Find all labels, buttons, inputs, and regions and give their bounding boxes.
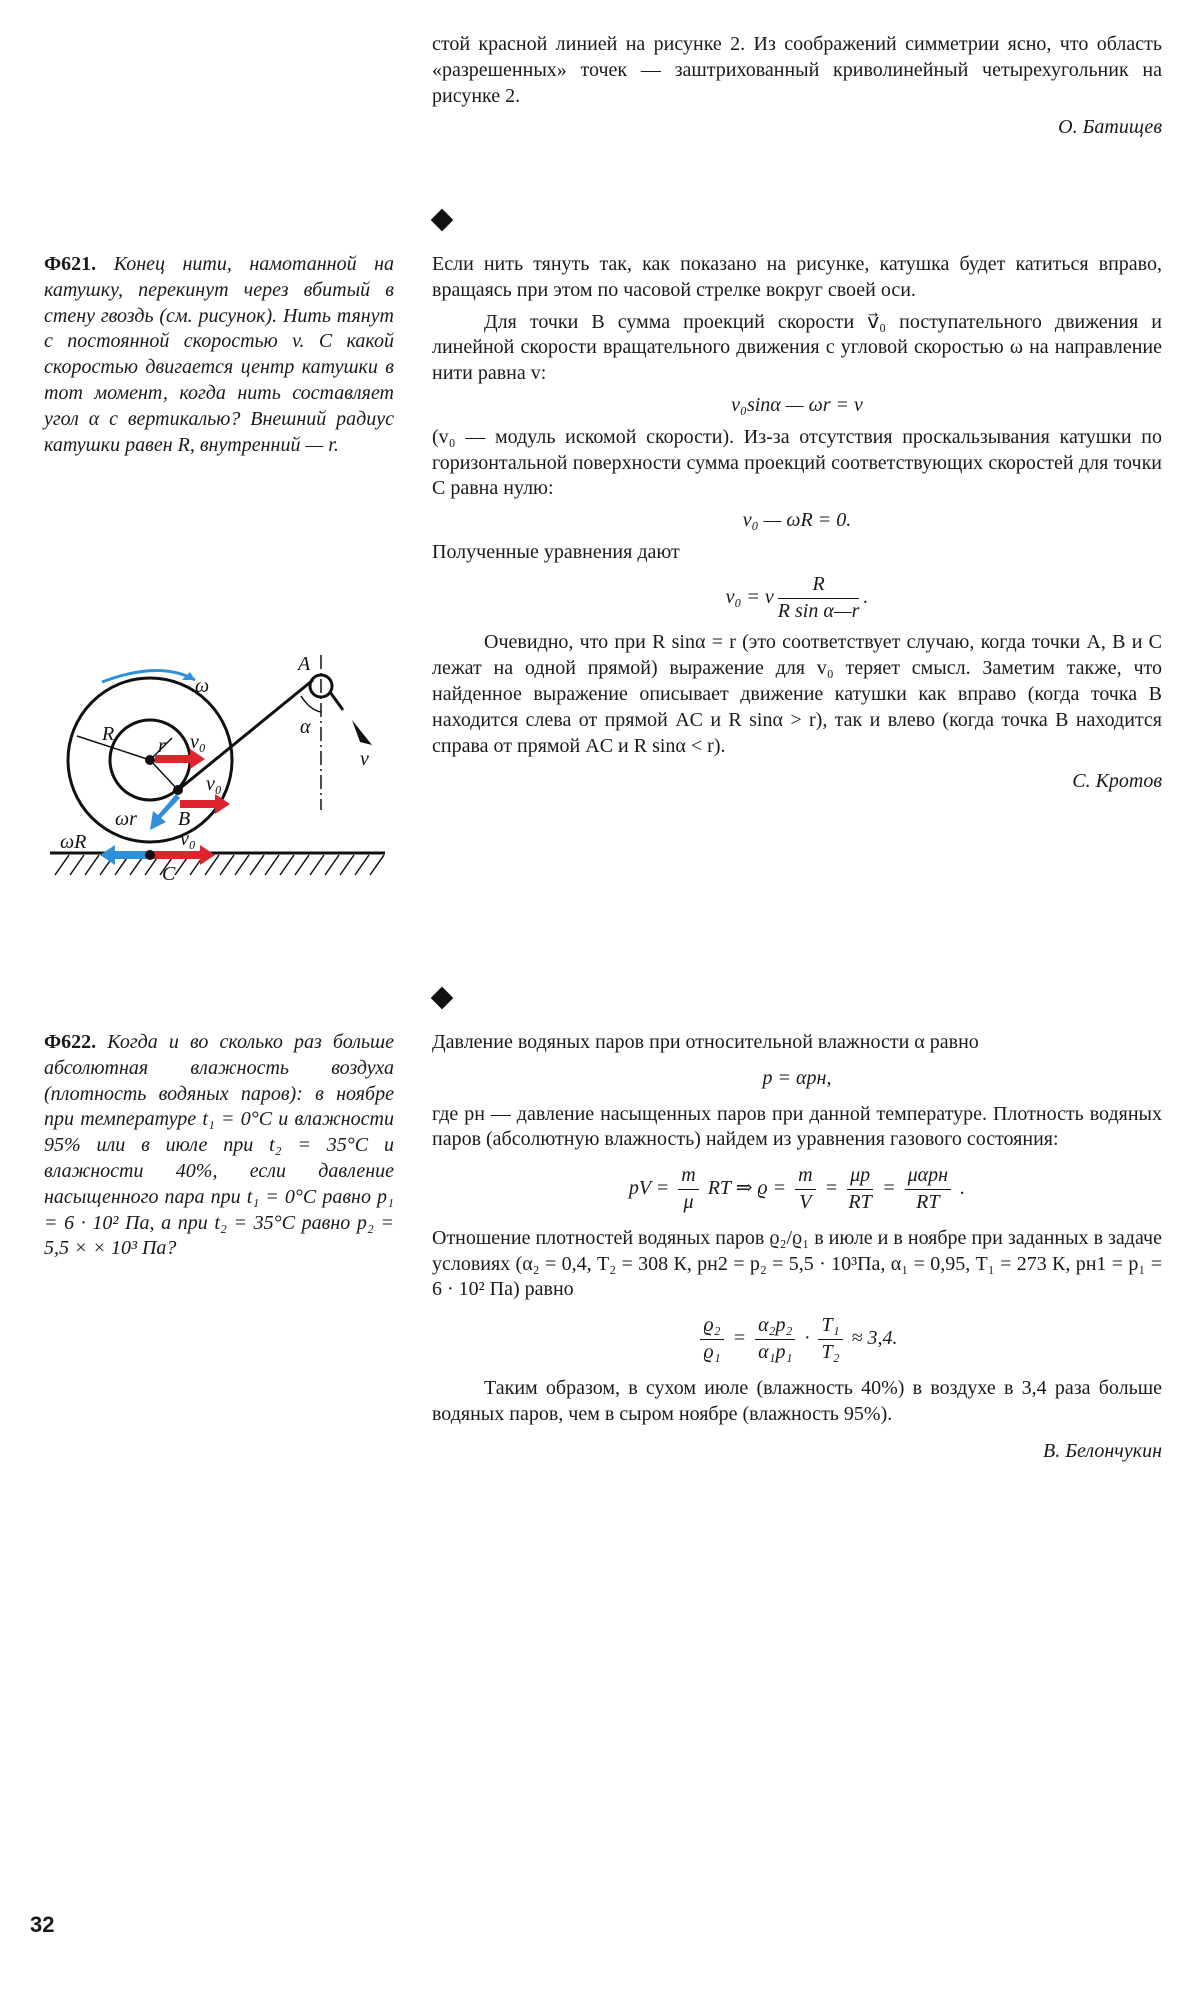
eq-part: =: [882, 1177, 896, 1200]
label-alpha: α: [300, 716, 311, 738]
label-omega-r: ωr: [115, 808, 137, 830]
paragraph: Отношение плотностей водяных паров ϱ₂/ϱ₁ в июле и в ноябре при заданных в задаче условиях (α₂ = 0,4, T₂ = 308 К, pн2 = p₂ = 5,5 · 10³Па, α₁ = 0,95, T₁ = 273 К, pн1 = p₁ = 6 · 10² Па) равно: [432, 1226, 1162, 1301]
label-r: r: [158, 735, 166, 757]
denominator: V: [799, 1190, 812, 1213]
label-v0: v₀: [180, 828, 196, 850]
eq-part: =: [824, 1177, 839, 1200]
paragraph: Очевидно, что при R sinα = r (это соответствует случаю, когда точки A, B и C лежат на одной прямой) выражение для v₀ теряет смысл. Заметим также, что найденное выражение описывает движение катушки как вправо (когда точка B находится слева от прямой AC и R sinα > r), так и влево (когда точка B находится справа от прямой AC и R sinα < r).: [432, 631, 1162, 757]
problem-number: Ф622.: [44, 1031, 97, 1053]
author-signature: В. Белончукин: [1043, 1440, 1162, 1463]
eq-part: ≈ 3,4.: [851, 1327, 898, 1350]
numerator: μp: [847, 1163, 873, 1190]
denominator: α₁p₁: [758, 1340, 793, 1363]
label-B: B: [178, 808, 191, 830]
problem-text: Конец нити, намотанной на катушку, перекинут через вбитый в стену гвоздь (см. рисунок). Нить тянут с постоянной скоростью v. С какой скоростью двигается центр катушки в тот момент, когда нить составляет угол α с вертикалью? Внешний радиус катушки равен R, внутренний — r.: [44, 253, 394, 456]
paragraph: Для точки B сумма проекций скорости v⃗₀ поступательного движения и линейной скорости вращательного движения с угловой скоростью ω на направление нити равна v:: [432, 310, 1162, 385]
author-signature: О. Батищев: [1058, 116, 1162, 139]
eq-part: =: [732, 1327, 747, 1350]
problem-text: Когда и во сколько раз больше абсолютная влажность воздуха (плотность водяных паров): в ноябре при температуре t₁ = 0°C и влажности 95% или в июле при t₂ = 35°C и влажности 40%, если давление насыщенного пара при t₁ = 0°C равно p₁ = 6 · 10² Па, а при t₂ = 35°C равно p₂ = 5,5 × × 10³ Па?: [44, 1031, 394, 1260]
equation: p = αpн,: [762, 1066, 832, 1089]
numerator: μαpн: [905, 1163, 951, 1190]
problem-f622: [44, 1030, 394, 1262]
eq-part: ·: [804, 1327, 810, 1350]
numerator: ϱ₂: [700, 1313, 723, 1340]
eq-part: .: [960, 1177, 966, 1200]
fraction: [905, 1163, 951, 1216]
fraction: [678, 1163, 698, 1216]
label-omega: ω: [195, 675, 210, 697]
denominator: RT: [916, 1190, 940, 1213]
paragraph: стой красной линией на рисунке 2. Из соображений симметрии ясно, что область «разрешенных» точек — заштрихованный криволинейный четырехугольник на рисунке 2.: [432, 33, 1162, 107]
numerator: m: [678, 1163, 698, 1190]
solution-marker-icon: [431, 209, 454, 232]
equation: [432, 1163, 1162, 1216]
label-v: v: [360, 748, 369, 770]
equation: v₀ — ωR = 0.: [742, 509, 852, 532]
solution-marker-icon: [431, 987, 454, 1010]
denominator: μ: [683, 1190, 694, 1213]
continuation-text: [432, 32, 1162, 141]
eq-part: RT ⇒ ϱ =: [707, 1177, 787, 1200]
label-R: R: [102, 723, 115, 745]
problem-f621: [44, 252, 394, 458]
equation: v₀ = v $\frac{R}{\text{R sin α—r}}$ .: [432, 572, 1162, 625]
paragraph: Таким образом, в сухом июле (влажность 40%) в воздухе в 3,4 раза больше водяных паров, чем в сыром ноябре (влажность 95%).: [432, 1376, 1162, 1425]
page-number: 32: [30, 1912, 55, 1937]
numerator: T₁: [818, 1313, 842, 1340]
paragraph: Давление водяных паров при относительной влажности α равно: [432, 1031, 979, 1053]
paragraph: Если нить тянуть так, как показано на рисунке, катушка будет катиться вправо, вращаясь при этом по часовой стрелке вокруг своей оси.: [432, 253, 1162, 301]
eq-part: pV =: [628, 1177, 670, 1200]
paragraph: Полученные уравнения дают: [432, 540, 680, 563]
fraction: [755, 1313, 795, 1366]
label-v0: v₀: [190, 731, 206, 753]
author-signature: С. Кротов: [1072, 770, 1162, 793]
fraction: [847, 1163, 873, 1216]
eq-part: v₀ = v: [725, 585, 774, 608]
denominator: ϱ₁: [703, 1340, 721, 1363]
equation: v₀sinα — ωr = v: [731, 393, 863, 416]
numerator: R: [778, 572, 860, 599]
label-v0: v₀: [206, 773, 222, 795]
paragraph: (v₀ — модуль искомой скорости). Из-за отсутствия проскальзывания катушки по горизонтальной поверхности сумма проекций соответствующих скоростей для точки C равна нулю:: [432, 425, 1162, 500]
label-A: A: [298, 653, 311, 675]
denominator: T₂: [821, 1340, 840, 1363]
solution-f622: [432, 1030, 1162, 1465]
equation: [432, 1313, 1162, 1366]
denominator: R sin α—r: [777, 599, 860, 622]
spool-figure: [30, 640, 390, 890]
fraction: [700, 1313, 723, 1366]
label-C: C: [162, 863, 176, 885]
numerator: α₂p₂: [755, 1313, 795, 1340]
fraction: [778, 572, 860, 625]
label-omega-R: ωR: [60, 831, 87, 853]
numerator: m: [795, 1163, 815, 1190]
problem-number: Ф621.: [44, 253, 97, 275]
solution-f621: [432, 252, 1162, 795]
denominator: RT: [848, 1190, 872, 1213]
fraction: [795, 1163, 815, 1216]
fraction: [818, 1313, 842, 1366]
paragraph: где pн — давление насыщенных паров при данной температуре. Плотность водяных паров (абсолютную влажность) найдем из уравнения газового состояния:: [432, 1102, 1162, 1151]
